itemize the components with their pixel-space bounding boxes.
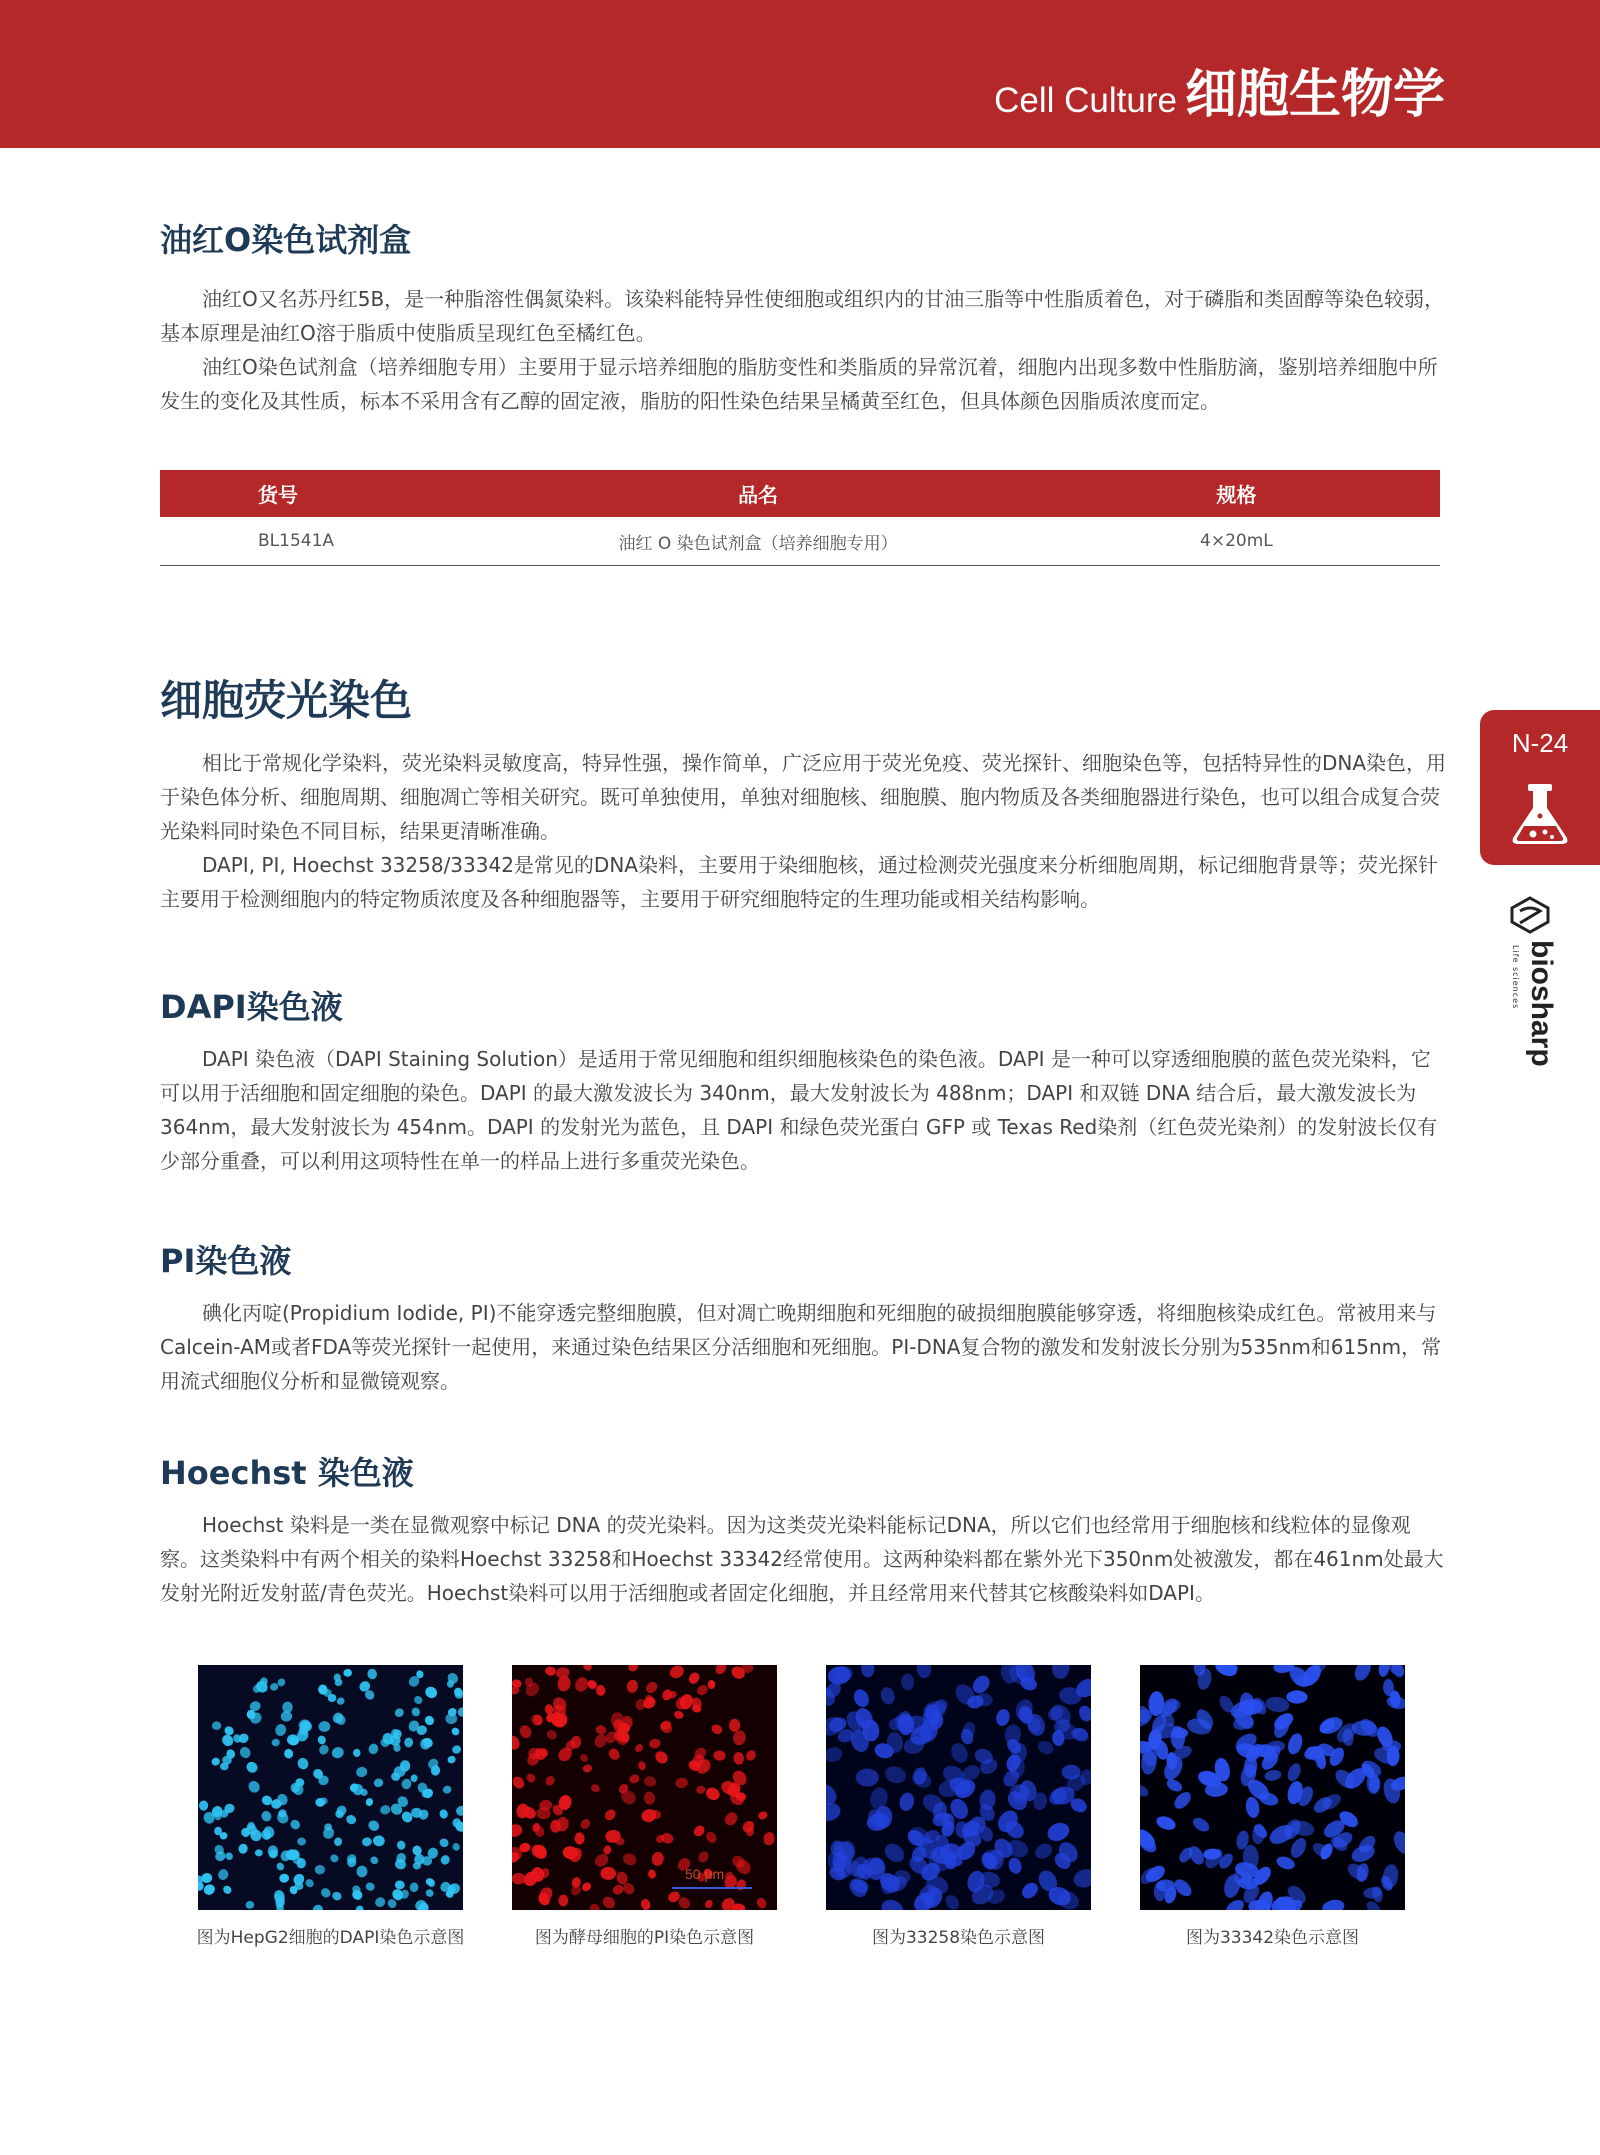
product-table xyxy=(160,470,1440,566)
table-row xyxy=(160,517,1440,566)
dapi-heading: DAPI染色液 xyxy=(160,988,343,1026)
section-title-en: Cell Culture xyxy=(994,81,1177,120)
brand-name: biosharp xyxy=(1525,940,1558,1067)
table-header-spec: 规格 xyxy=(1033,470,1440,517)
table-header-name: 品名 xyxy=(483,470,1032,517)
oil-red-heading: 油红O染色试剂盒 xyxy=(160,221,412,259)
pi-heading: PI染色液 xyxy=(160,1242,292,1280)
figure-dapi xyxy=(198,1665,463,1910)
hoechst-paragraph: Hoechst 染料是一类在显微观察中标记 DNA 的荧光染料。因为这类荧光染料能标记DNA，所以它们也经常用于细胞核和线粒体的显像观察。这类染料中有两个相关的染料Hoechst 33258和Hoechst 33342经常使用。这两种染料都在紫外光下350nm处被激发，都在461nm处最大发射光附近发射蓝/青色荧光。Hoechst染料可以用于活细胞或者固定化细胞，并且经常用来代替其它核酸染料如DAPI。 xyxy=(160,1513,1444,1605)
fluorescence-paragraph-1: 相比于常规化学染料，荧光染料灵敏度高，特异性强，操作简单，广泛应用于荧光免疫、荧光探针、细胞染色等，包括特异性的DNA染色，用于染色体分析、细胞周期、细胞凋亡等相关研究。既可单独使用，单独对细胞核、细胞膜、胞内物质及各类细胞器进行染色，也可以组合成复合荧光染料同时染色不同目标，结果更清晰准确。 xyxy=(160,751,1447,843)
brand-tagline: Life sciences xyxy=(1511,945,1520,1010)
table-header-row xyxy=(160,470,1440,517)
table-cell-name: 油红 O 染色试剂盒（培养细胞专用） xyxy=(483,517,1032,566)
hoechst-33342-microscopy-image xyxy=(1140,1665,1405,1910)
flask-icon xyxy=(1508,782,1572,850)
table-cell-catalog: BL1541A xyxy=(160,517,483,566)
figure-caption-33342: 图为33342染色示意图 xyxy=(1185,1928,1360,1948)
scale-bar-label: 50 μm xyxy=(685,1866,725,1882)
oil-red-paragraph-2: 油红O染色试剂盒（培养细胞专用）主要用于显示培养细胞的脂肪变性和类脂质的异常沉着，细胞内出现多数中性脂肪滴，鉴别培养细胞中所发生的变化及其性质，标本不采用含有乙醇的固定液，脂肪的阳性染色结果呈橘黄至红色，但具体颜色因脂质浓度而定。 xyxy=(160,355,1438,413)
section-title-cn: 细胞生物学 xyxy=(1184,65,1445,125)
page-tab xyxy=(1480,710,1600,865)
hoechst-heading: Hoechst 染色液 xyxy=(160,1454,414,1492)
table-header-catalog: 货号 xyxy=(160,470,483,517)
dapi-paragraph: DAPI 染色液（DAPI Staining Solution）是适用于常见细胞和组织细胞核染色的染色液。DAPI 是一种可以穿透细胞膜的蓝色荧光染料，它可以用于活细胞和固定细胞的染色。DAPI 的最大激发波长为 340nm，最大发射波长为 488nm；DAPI 和双链 DNA 结合后，最大激发波长为 364nm，最大发射波长为 454nm。DAPI 的发射光为蓝色，且 DAPI 和绿色荧光蛋白 GFP 或 Texas Red染剂（红色荧光染剂）的发射波长仅有少部分重叠，可以利用这项特性在单一的样品上进行多重荧光染色。 xyxy=(160,1047,1438,1173)
figure-caption-33258: 图为33258染色示意图 xyxy=(871,1928,1046,1948)
oil-red-paragraph-1: 油红O又名苏丹红5B，是一种脂溶性偶氮染料。该染料能特异性使细胞或组织内的甘油三脂等中性脂质着色，对于磷脂和类固醇等染色较弱，基本原理是油红O溶于脂质中使脂质呈现红色至橘红色。 xyxy=(160,287,1445,345)
fluorescence-paragraph-2: DAPI, PI, Hoechst 33258/33342是常见的DNA染料，主要用于染细胞核，通过检测荧光强度来分析细胞周期，标记细胞背景等；荧光探针主要用于检测细胞内的特定物质浓度及各种细胞器等，主要用于研究细胞特定的生理功能或相关结构影响。 xyxy=(160,853,1438,911)
section-title xyxy=(994,52,1445,127)
fluorescence-heading: 细胞荧光染色 xyxy=(160,676,413,725)
brand-logo xyxy=(1500,895,1560,1075)
cell-nucleus xyxy=(558,1895,568,1907)
table-cell-spec: 4×20mL xyxy=(1033,517,1440,566)
page-number: N-24 xyxy=(1511,728,1569,758)
figure-33258 xyxy=(826,1665,1091,1910)
pi-microscopy-image xyxy=(512,1665,777,1910)
hoechst-33258-microscopy-image xyxy=(826,1665,1091,1910)
figure-pi xyxy=(512,1665,777,1910)
figure-caption-dapi: 图为HepG2细胞的DAPI染色示意图 xyxy=(196,1928,465,1948)
biosharp-logo xyxy=(1508,895,1552,935)
scale-bar xyxy=(672,1887,752,1889)
figure-caption-pi: 图为酵母细胞的PI染色示意图 xyxy=(534,1928,755,1948)
header-band xyxy=(0,0,1600,148)
pi-paragraph: 碘化丙啶(Propidium Iodide, PI)不能穿透完整细胞膜，但对凋亡晚期细胞和死细胞的破损细胞膜能够穿透，将细胞核染成红色。常被用来与Calcein-AM或者FDA等荧光探针一起使用，来通过染色结果区分活细胞和死细胞。PI-DNA复合物的激发和发射波长分别为535nm和615nm，常用流式细胞仪分析和显微镜观察。 xyxy=(160,1301,1442,1393)
dapi-microscopy-image xyxy=(198,1665,463,1910)
cell-nucleus xyxy=(255,1849,263,1856)
figure-33342 xyxy=(1140,1665,1405,1910)
